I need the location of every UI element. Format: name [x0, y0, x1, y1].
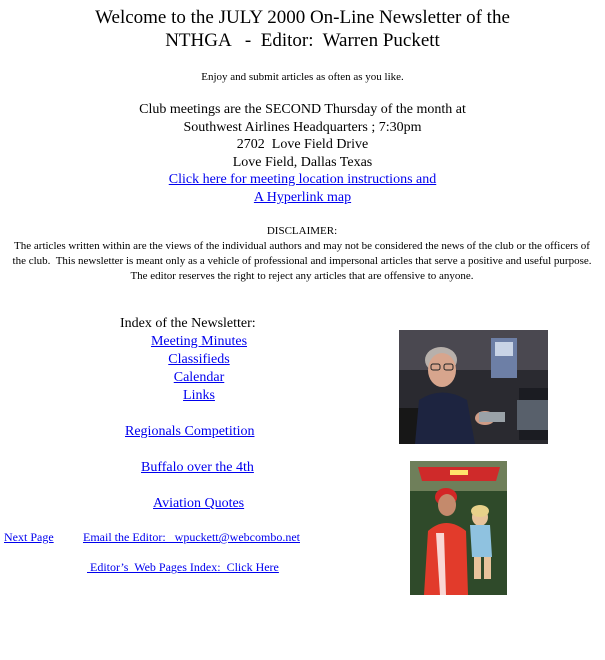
editor-photo [399, 330, 548, 444]
index-link-meeting-minutes[interactable]: Meeting Minutes [150, 334, 248, 349]
buffalo-over-the-4th-link[interactable]: Buffalo over the 4th [141, 460, 254, 475]
title-line-1: Welcome to the JULY 2000 On-Line Newsletter of the [95, 7, 510, 28]
meeting-line-2: Southwest Airlines Headquarters ; 7:30pm [183, 119, 422, 135]
next-page-link[interactable]: Next Page [4, 530, 54, 544]
index-link-links[interactable]: Links [183, 388, 215, 403]
meeting-line-4: Love Field, Dallas Texas [232, 154, 373, 170]
aviation-quotes-link[interactable]: Aviation Quotes [153, 496, 245, 511]
meeting-line-1: Club meetings are the SECOND Thursday of the month at [139, 102, 466, 117]
page-title [0, 6, 605, 52]
meeting-info [0, 101, 605, 207]
intro-text: Enjoy and submit articles as often as you like. [201, 71, 404, 83]
index-heading: Index of the Newsletter: [120, 316, 256, 331]
disclaimer-body: The articles written within are the views of the individual authors and may not be considered the news of the club or the officers of the club. This newsletter is meant only as a vehicle of professional and impersonal articles that serve a positive and useful purpose. The editor reserves the right to reject any articles that are offensive to anyone. [12, 240, 597, 282]
meeting-location-link[interactable]: Click here for meeting location instructions and [168, 172, 437, 188]
editor-web-pages-link[interactable]: Editor’s Web Pages Index: Click Here [87, 560, 279, 574]
rescue-photo [410, 461, 507, 595]
disclaimer [6, 224, 598, 284]
index-link-calendar[interactable]: Calendar [173, 370, 225, 385]
title-line-2: NTHGA - Editor: Warren Puckett [165, 30, 440, 51]
regionals-competition-link[interactable]: Regionals Competition [125, 424, 255, 439]
email-editor-link[interactable]: Email the Editor: wpuckett@webcombo.net [83, 530, 300, 544]
index-list [110, 333, 288, 405]
meeting-line-3: 2702 Love Field Drive [236, 137, 369, 153]
index-link-classifieds[interactable]: Classifieds [168, 352, 230, 367]
hyperlink-map-link[interactable]: A Hyperlink map [253, 189, 352, 205]
disclaimer-heading: DISCLAIMER: [266, 225, 338, 237]
